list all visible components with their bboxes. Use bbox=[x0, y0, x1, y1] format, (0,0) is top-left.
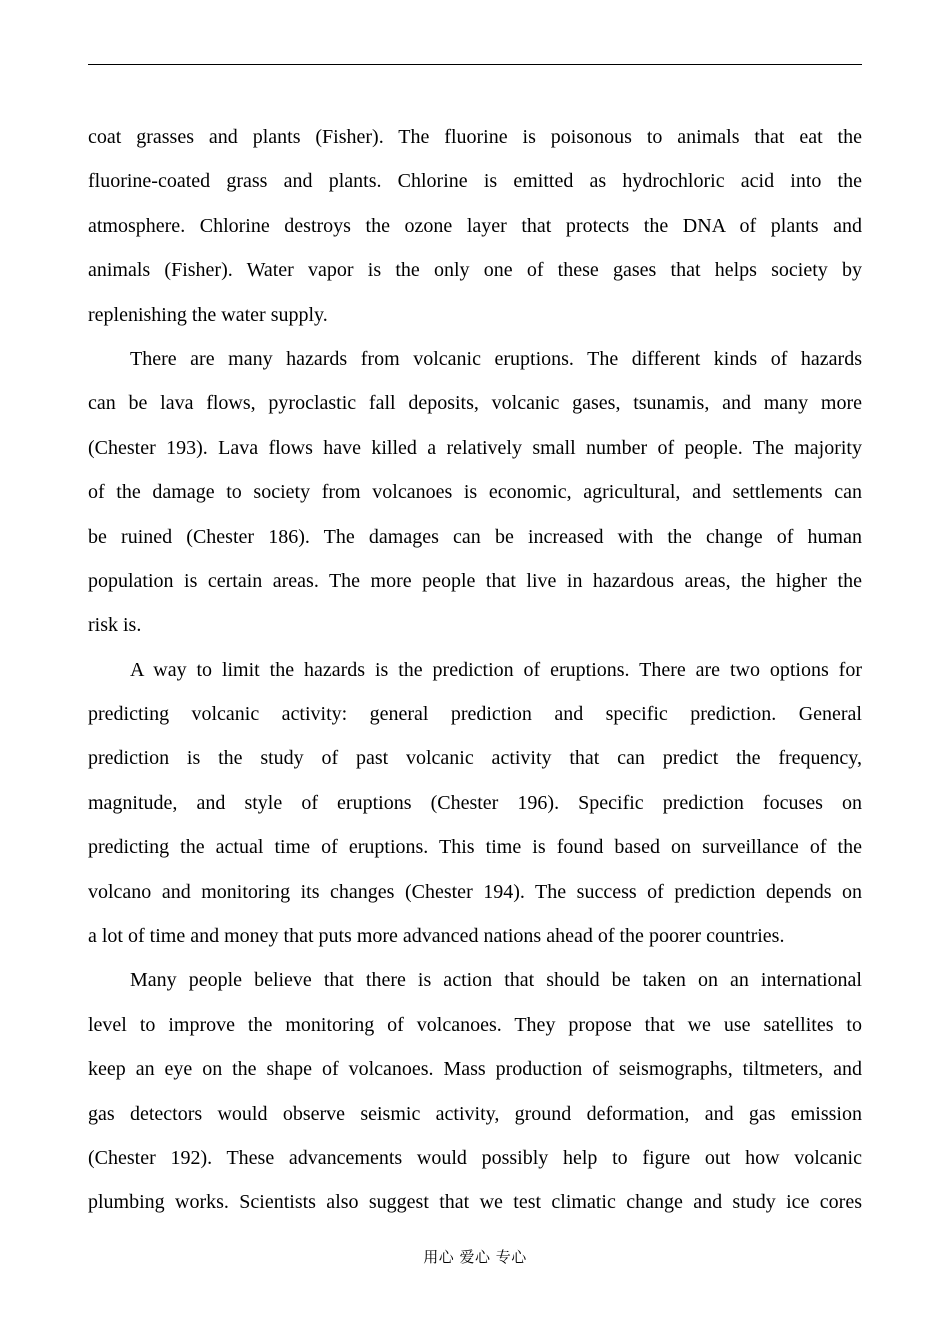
text-line: of the damage to society from volcanoes is economic, agricultural, and settlements can bbox=[88, 481, 862, 504]
text-line: population is certain areas. The more people that live in hazardous areas, the higher the bbox=[88, 569, 862, 592]
text-line: fluorine-coated grass and plants. Chlorine is emitted as hydrochloric acid into the bbox=[88, 170, 862, 193]
text-line: atmosphere. Chlorine destroys the ozone layer that protects the DNA of plants and bbox=[88, 214, 862, 237]
text-line: keep an eye on the shape of volcanoes. Mass production of seismographs, tiltmeters, and bbox=[88, 1058, 862, 1081]
paragraph bbox=[88, 337, 862, 648]
text-line: animals (Fisher). Water vapor is the only one of these gases that helps society by bbox=[88, 259, 862, 282]
text-line: replenishing the water supply. bbox=[88, 303, 328, 326]
text-line: plumbing works. Scientists also suggest that we test climatic change and study ice cores bbox=[88, 1191, 862, 1214]
text-line: level to improve the monitoring of volcanoes. They propose that we use satellites to bbox=[88, 1013, 862, 1036]
text-line: A way to limit the hazards is the prediction of eruptions. There are two options for bbox=[130, 658, 862, 681]
text-line: gas detectors would observe seismic activity, ground deformation, and gas emission bbox=[88, 1102, 862, 1125]
text-line: predicting volcanic activity: general prediction and specific prediction. General bbox=[88, 703, 862, 726]
paragraph bbox=[88, 648, 862, 959]
text-line: can be lava flows, pyroclastic fall deposits, volcanic gases, tsunamis, and many more bbox=[88, 392, 862, 415]
document-body bbox=[88, 115, 862, 1225]
text-line: (Chester 192). These advancements would possibly help to figure out how volcanic bbox=[88, 1146, 862, 1169]
text-line: magnitude, and style of eruptions (Chester 196). Specific prediction focuses on bbox=[88, 791, 862, 814]
page-footer: 用心 爱心 专心 bbox=[423, 1248, 527, 1266]
text-line: risk is. bbox=[88, 614, 142, 637]
paragraph bbox=[88, 115, 862, 337]
text-line: (Chester 193). Lava flows have killed a relatively small number of people. The majority bbox=[88, 436, 862, 459]
text-line: be ruined (Chester 186). The damages can be increased with the change of human bbox=[88, 525, 862, 548]
text-line: volcano and monitoring its changes (Chester 194). The success of prediction depends on bbox=[88, 880, 862, 903]
text-line: prediction is the study of past volcanic activity that can predict the frequency, bbox=[88, 747, 862, 770]
text-line: a lot of time and money that puts more advanced nations ahead of the poorer countries. bbox=[88, 925, 785, 948]
text-line: coat grasses and plants (Fisher). The fluorine is poisonous to animals that eat the bbox=[88, 126, 862, 148]
text-line: predicting the actual time of eruptions. This time is found based on surveillance of the bbox=[88, 836, 862, 859]
header-rule bbox=[88, 64, 862, 65]
text-line: Many people believe that there is action that should be taken on an international bbox=[130, 969, 862, 992]
text-line: There are many hazards from volcanic eruptions. The different kinds of hazards bbox=[130, 347, 862, 370]
paragraph bbox=[88, 958, 862, 1224]
